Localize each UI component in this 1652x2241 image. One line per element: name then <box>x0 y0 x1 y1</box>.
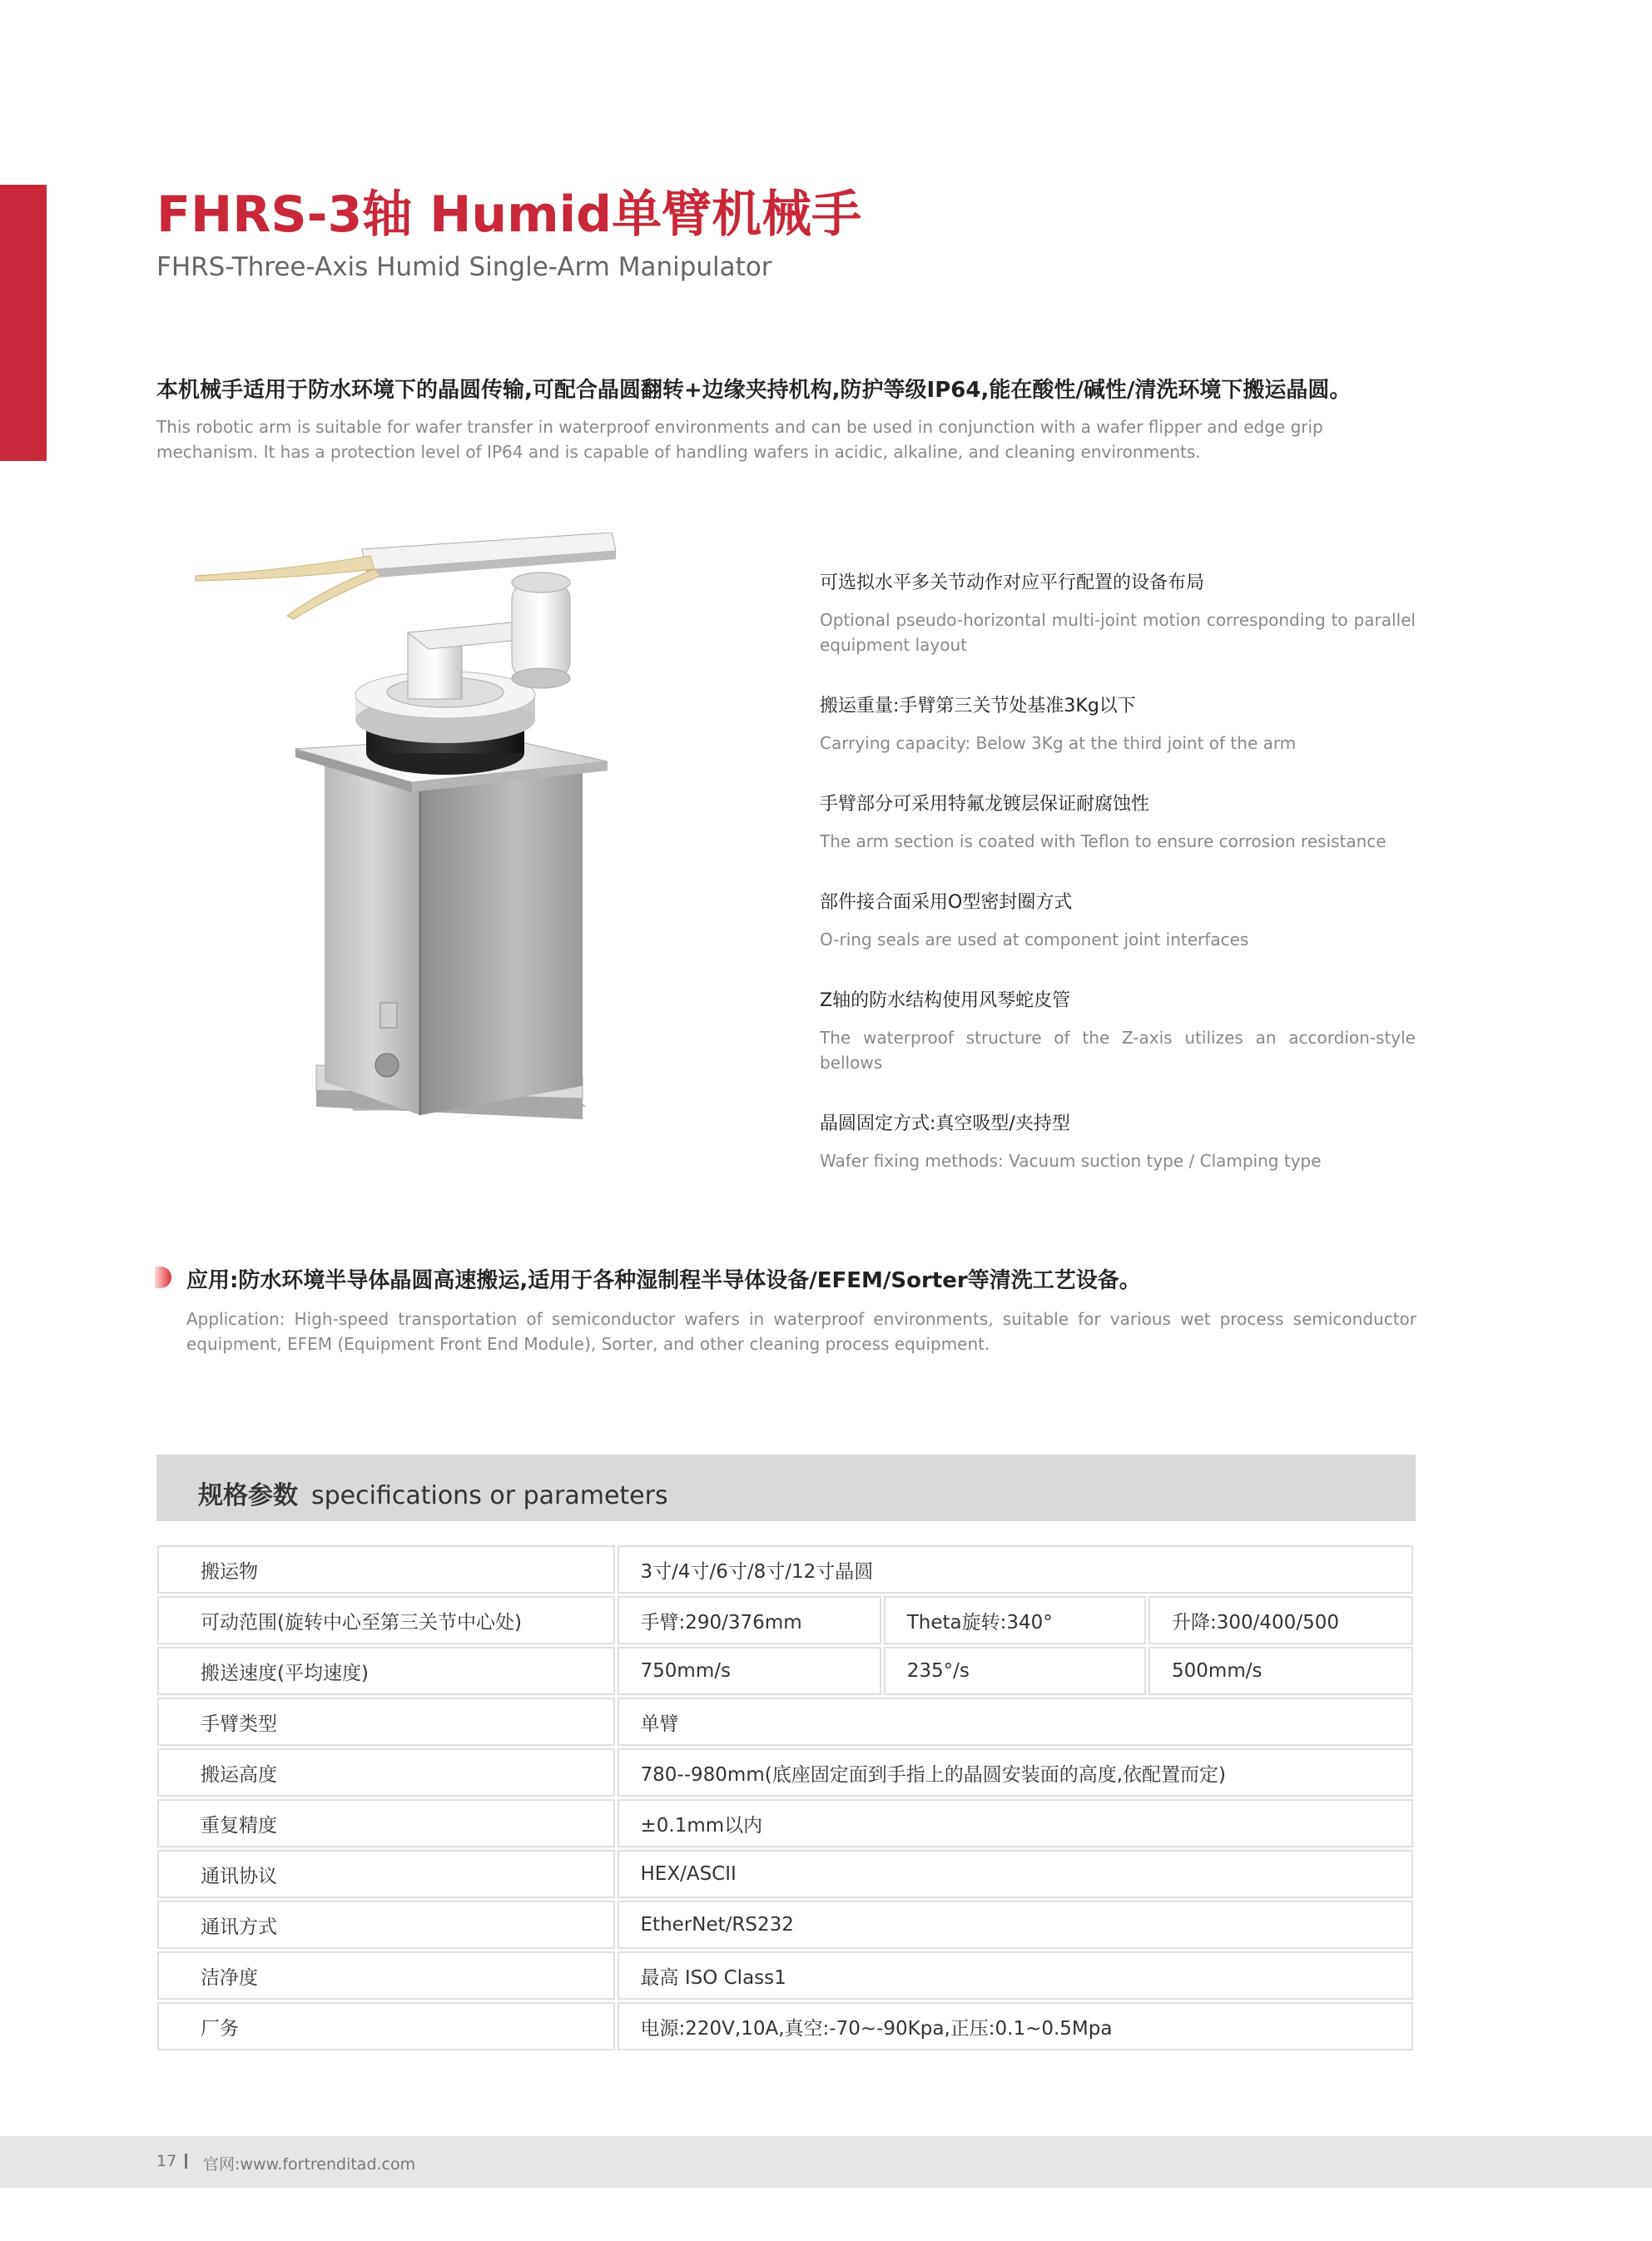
bullet-icon <box>155 1267 171 1288</box>
feature-desc: The arm section is coated with Teflon to ensure corrosion resistance <box>820 831 1387 851</box>
page-subtitle: FHRS-Three-Axis Humid Single-Arm Manipulator <box>156 252 772 282</box>
feature-item <box>820 571 1416 657</box>
application-en: Application: High-speed transportation of semiconductor wafers in waterproof environments, suitable for various wet process semiconductor equipment, EFEM (Equipment Front End Module), Sorter, and other cleaning process equipment. <box>186 1309 1416 1354</box>
spec-value: 3寸/4寸/6寸/8寸/12寸晶圆 <box>618 1545 1413 1594</box>
feature-title: 搬运重量:手臂第三关节处基准3Kg以下 <box>820 696 1136 716</box>
feature-title: Z轴的防水结构使用风琴蛇皮管 <box>820 990 1071 1011</box>
feature-list <box>820 571 1416 1210</box>
feature-title: 手臂部分可采用特氟龙镀层保证耐腐蚀性 <box>820 794 1150 815</box>
table-row <box>157 1951 1413 2000</box>
table-row <box>157 1799 1413 1847</box>
intro-en: This robotic arm is suitable for wafer transfer in waterproof environments and can be used in conjunction with a wafer flipper and edge grip mechanism. It has a protection level of IP64 and is capable of handling wafers in acidic, alkaline, and cleaning environments. <box>156 417 1323 462</box>
feature-item <box>820 792 1416 854</box>
spec-value: 电源:220V,10A,真空:-70~-90Kpa,正压:0.1~0.5Mpa <box>618 2002 1413 2050</box>
table-row <box>157 1647 1413 1695</box>
footer-divider <box>185 2154 187 2169</box>
spec-value: 升降:300/400/500 <box>1148 1596 1413 1644</box>
feature-desc: O-ring seals are used at component joint interfaces <box>820 930 1249 949</box>
feature-desc: Carrying capacity: Below 3Kg at the third joint of the arm <box>820 733 1297 753</box>
table-row <box>157 1596 1413 1644</box>
spec-label: 可动范围(旋转中心至第三关节中心处) <box>157 1596 615 1644</box>
feature-item <box>820 1112 1416 1173</box>
feature-desc: Optional pseudo-horizontal multi-joint motion corresponding to parallel equipment layout <box>820 610 1416 655</box>
spec-label: 搬送速度(平均速度) <box>157 1647 615 1695</box>
spec-value: 750mm/s <box>618 1647 881 1695</box>
accent-bar <box>0 185 47 461</box>
spec-header-text <box>198 1475 668 1511</box>
spec-label: 重复精度 <box>157 1799 615 1847</box>
page-footer <box>0 2136 1652 2188</box>
feature-item <box>820 989 1416 1075</box>
spec-value: 手臂:290/376mm <box>618 1596 881 1644</box>
spec-label: 厂务 <box>157 2002 615 2050</box>
feature-title: 可选拟水平多关节动作对应平行配置的设备布局 <box>820 573 1205 593</box>
table-row <box>157 1748 1413 1797</box>
page-title: FHRS-3轴 Humid单臂机械手 <box>156 186 862 244</box>
page-number: 17 <box>156 2152 177 2170</box>
application-cn: 应用:防水环境半导体晶圆高速搬运,适用于各种湿制程半导体设备/EFEM/Sorter等清洗工艺设备。 <box>186 1268 1141 1293</box>
spec-value: HEX/ASCII <box>618 1850 1413 1898</box>
spec-label: 通讯协议 <box>157 1850 615 1898</box>
spec-value: 最高 ISO Class1 <box>618 1951 1413 2000</box>
feature-title: 晶圆固定方式:真空吸型/夹持型 <box>820 1113 1070 1134</box>
robot-arm-image <box>162 533 728 1198</box>
spec-header <box>156 1455 1416 1521</box>
table-row <box>157 1698 1413 1746</box>
spec-label: 手臂类型 <box>157 1698 615 1746</box>
spec-label: 搬运高度 <box>157 1748 615 1797</box>
intro-cn: 本机械手适用于防水环境下的晶圆传输,可配合晶圆翻转+边缘夹持机构,防护等级IP64,能在酸性/碱性/清洗环境下搬运晶圆。 <box>156 378 1352 403</box>
spec-value: ±0.1mm以内 <box>618 1799 1413 1847</box>
feature-item <box>820 890 1416 952</box>
spec-header-en: specifications or parameters <box>311 1481 668 1510</box>
spec-value: 单臂 <box>618 1698 1413 1746</box>
table-row <box>157 1545 1413 1594</box>
spec-table <box>155 1543 1416 2053</box>
feature-desc: Wafer fixing methods: Vacuum suction type / Clamping type <box>820 1151 1322 1171</box>
spec-value: Theta旋转:340° <box>884 1596 1146 1644</box>
feature-item <box>820 694 1416 756</box>
spec-label: 洁净度 <box>157 1951 615 2000</box>
spec-label: 通讯方式 <box>157 1901 615 1949</box>
feature-title: 部件接合面采用O型密封圈方式 <box>820 892 1073 913</box>
table-row <box>157 1901 1413 1949</box>
spec-header-cn: 规格参数 <box>198 1481 298 1510</box>
spec-label: 搬运物 <box>157 1545 615 1594</box>
spec-value: 500mm/s <box>1148 1647 1413 1695</box>
table-row <box>157 2002 1413 2050</box>
spec-value: 235°/s <box>884 1647 1146 1695</box>
spec-value: 780--980mm(底座固定面到手指上的晶圆安装面的高度,依配置而定) <box>618 1748 1413 1797</box>
table-row <box>157 1850 1413 1898</box>
website-link[interactable]: 官网:www.fortrenditad.com <box>203 2155 416 2174</box>
spec-value: EtherNet/RS232 <box>618 1901 1413 1949</box>
feature-desc: The waterproof structure of the Z-axis utilizes an accordion-style bellows <box>820 1028 1416 1073</box>
